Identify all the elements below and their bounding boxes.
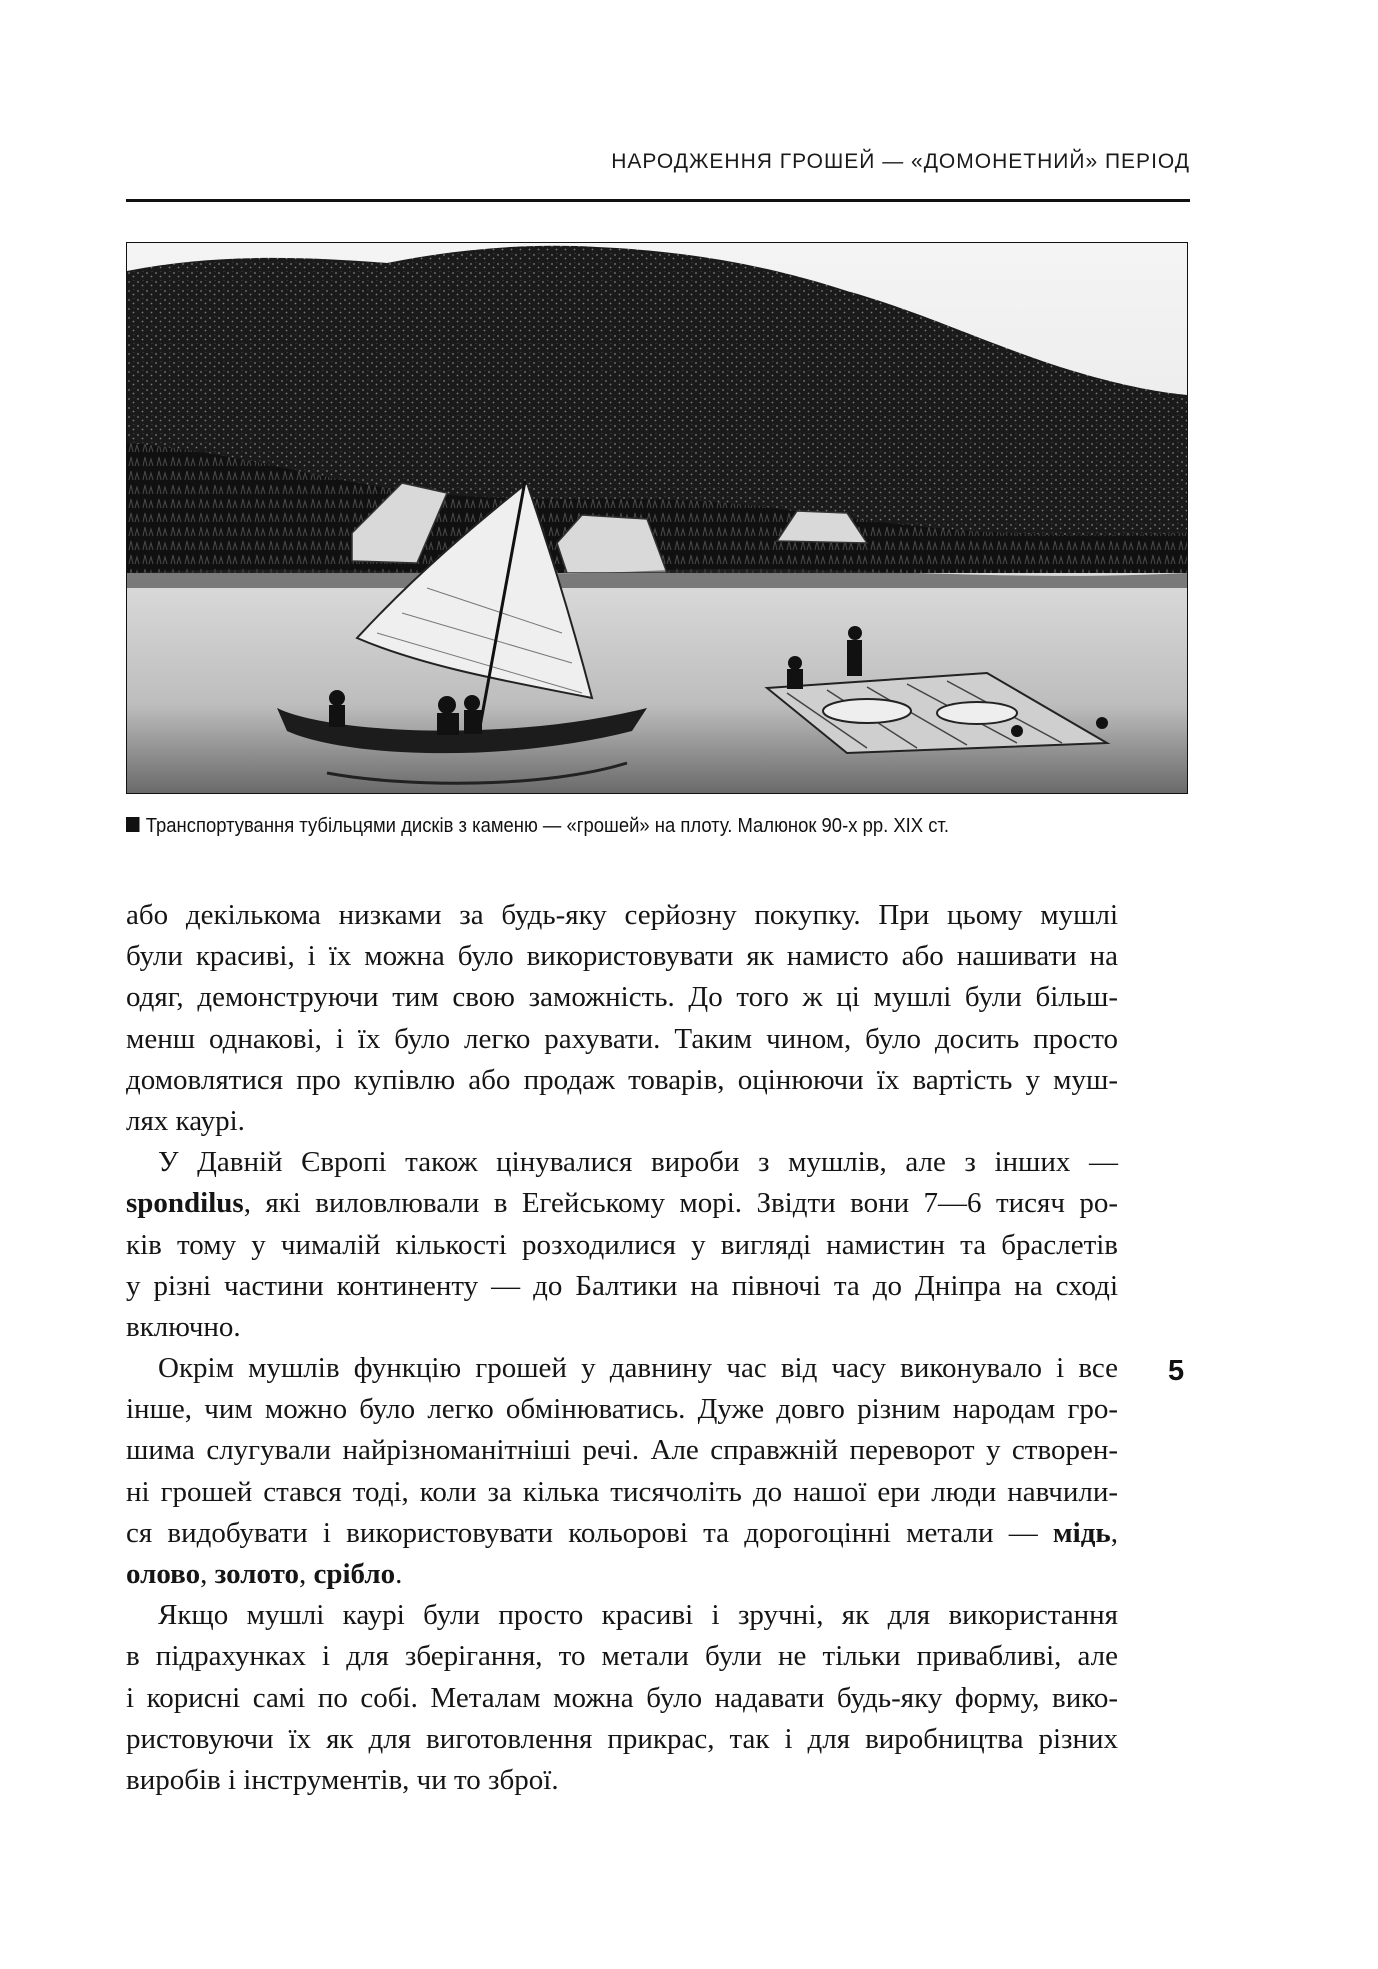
text-line [126, 1554, 1118, 1595]
text-line: домовлятися про купівлю або продаж товарів, оцінюючи їх вартість у муш- [126, 1063, 1118, 1096]
text-fragment: ся видобувати і використовувати кольорові та дорогоцінні метали — [126, 1516, 1053, 1549]
text-line: були красиві, і їх можна було використовувати як намисто або нашивати на [126, 940, 1118, 973]
text-line: ристовуючи їх як для виготовлення прикрас, так і для виробництва різних [126, 1722, 1118, 1755]
text-line: шима слугували найрізноманітніші речі. Але справжній переворот у створен- [126, 1434, 1118, 1467]
bold-term-gold: золото [214, 1558, 299, 1590]
page-number: 5 [1168, 1355, 1185, 1387]
text-line: ні грошей стався тоді, коли за кілька тисячоліть до нашої ери люди навчили- [126, 1475, 1118, 1508]
punctuation: , [200, 1558, 215, 1590]
bold-term-tin: олово [126, 1558, 201, 1590]
engraving-illustration [127, 243, 1187, 793]
paragraph [126, 1348, 1118, 1595]
text-line: інше, чим можно було легко обмінюватись. Дуже довго різним народам гро- [126, 1393, 1118, 1426]
text-line: Окрім мушлів функцію грошей у давнину час від часу виконувало і все [158, 1352, 1118, 1385]
text-line: лях каурі. [126, 1104, 245, 1137]
bold-term-spondilus: spondilus [126, 1187, 244, 1220]
paragraph [126, 895, 1118, 1142]
text-line [126, 1513, 1118, 1554]
text-line: Якщо мушлі каурі були просто красиві і зручні, як для використання [158, 1599, 1118, 1632]
punctuation: , [1110, 1516, 1118, 1549]
text-line: ків тому у чималій кількості розходилися у вигляді намистин та браслетів [126, 1228, 1118, 1261]
text-line: менш однакові, і їх було легко рахувати. Таким чином, було досить просто [126, 1022, 1118, 1055]
punctuation: , [299, 1558, 314, 1590]
figure-caption-text: Транспортування тубільцями дисків з каменю — «грошей» на плоту. Малюнок 90-х рр. XIX ст. [145, 814, 949, 837]
text-line: виробів і інструментів, чи то зброї. [126, 1763, 559, 1796]
punctuation: . [395, 1558, 403, 1590]
text-line: одяг, демонструючи тим свою заможність. До того ж ці мушлі були більш- [126, 981, 1118, 1014]
text-line [126, 1183, 1118, 1224]
paragraph [126, 1142, 1118, 1348]
bold-term-copper: мідь [1052, 1516, 1111, 1549]
text-line: або декількома низками за будь-яку серйозну покупку. При цьому мушлі [126, 899, 1118, 931]
figure-caption [126, 814, 1084, 838]
lagoon-water [127, 573, 1187, 793]
illustration-raft-stone-money [126, 242, 1188, 794]
caption-bullet-icon [126, 817, 140, 832]
text-line: у різні частини континенту — до Балтики на півночі та до Дніпра на сході [126, 1269, 1118, 1302]
paragraph [126, 1595, 1118, 1801]
text-line: включно. [126, 1310, 241, 1343]
text-fragment: , які виловлювали в Егейському морі. Звідти вони 7—6 тисяч ро- [243, 1187, 1118, 1220]
text-line: в підрахунках і для зберігання, то метали були не тільки привабливі, але [126, 1640, 1118, 1673]
header-rule [126, 199, 1190, 202]
text-line: і корисні самі по собі. Металам можна було надавати будь-яку форму, вико- [126, 1681, 1118, 1714]
text-line: У Давній Європі також цінувалися вироби з мушлів, але з інших — [158, 1146, 1118, 1179]
bold-term-silver: срібло [313, 1558, 396, 1590]
running-head: НАРОДЖЕННЯ ГРОШЕЙ — «ДОМОНЕТНИЙ» ПЕРІОД [611, 150, 1190, 173]
body-text [126, 895, 1118, 1801]
